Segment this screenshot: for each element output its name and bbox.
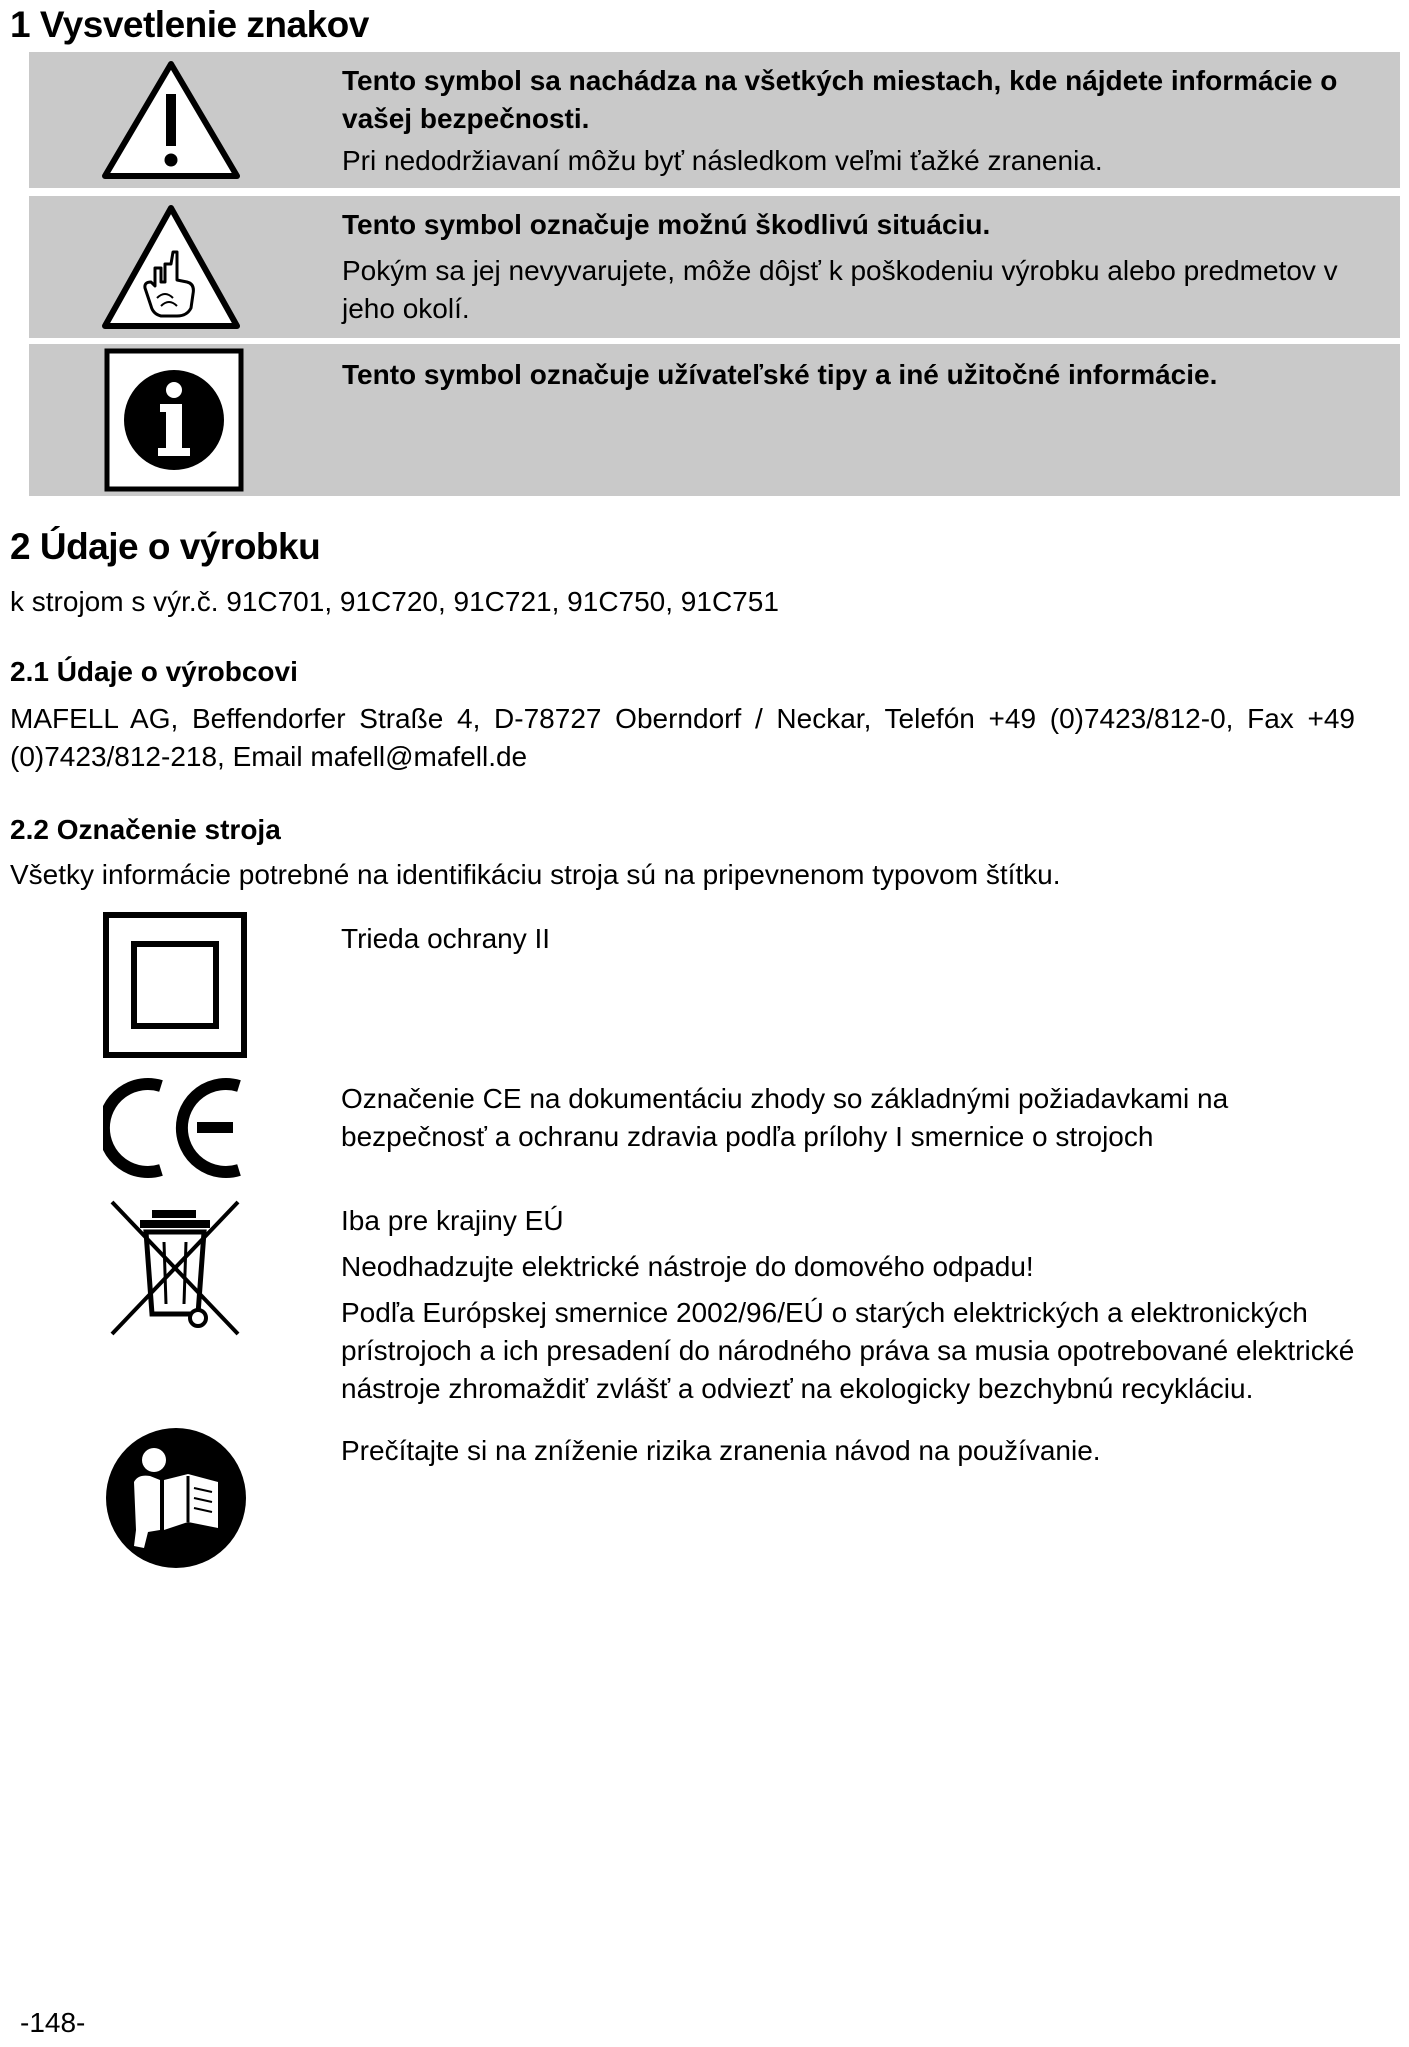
marking-text: Všetky informácie potrebné na identifikáciu stroja sú na pripevnenom typovom štítku. — [10, 859, 1061, 890]
warning-triangle-icon — [99, 58, 243, 184]
product-numbers: k strojom s výr.č. 91C701, 91C720, 91C721, 91C750, 91C751 — [10, 586, 779, 617]
section-1-heading: 1 Vysvetlenie znakov — [10, 4, 369, 45]
ce-mark-icon — [103, 1076, 247, 1180]
symbol-row-warning — [29, 52, 1400, 188]
page-number: -148- — [20, 2007, 86, 2038]
symbol-row-info — [29, 344, 1400, 496]
marking-heading: 2.2 Označenie stroja — [10, 814, 281, 845]
caution-normal-text: Pokým sa jej nevyvarujete, môže dôjsť k poškodeniu výrobku alebo predmetov v jeho okolí. — [342, 255, 1338, 324]
weee-directive-text: Podľa Európskej smernice 2002/96/EÚ o starých elektrických a elektronických prístrojoch a ich presadení do národného práva sa musia opotrebované elektrické nástroje zhromaždiť zvlášť a odviezť na ekologicky bezchybnú recykláciu. — [341, 1297, 1355, 1404]
ce-mark-text: Označenie CE na dokumentáciu zhody so základnými požiadavkami na bezpečnosť a ochranu zdravia podľa prílohy I smernice o strojoch — [341, 1083, 1229, 1152]
info-icon — [104, 348, 244, 492]
symbol-row-caution — [29, 196, 1400, 338]
manufacturer-heading: 2.1 Údaje o výrobcovi — [10, 656, 298, 687]
read-manual-text: Prečítajte si na zníženie rizika zranenia návod na používanie. — [341, 1435, 1101, 1466]
eu-only-text: Iba pre krajiny EÚ — [341, 1205, 564, 1236]
manufacturer-info: MAFELL AG, Beffendorfer Straße 4, D-78727 Oberndorf / Neckar, Telefón +49 (0)7423/812-0, Fax +49 (0)7423/812-218, Email mafell@mafell.de — [10, 703, 1355, 772]
caution-hand-triangle-icon — [99, 202, 243, 334]
no-household-disposal-text: Neodhadzujte elektrické nástroje do domového odpadu! — [341, 1251, 1034, 1282]
warning-bold-text: Tento symbol sa nachádza na všetkých miestach, kde nájdete informácie o vašej bezpečnosti. — [342, 65, 1338, 134]
read-manual-icon — [104, 1426, 248, 1570]
crossed-bin-icon — [106, 1196, 244, 1340]
protection-class-text: Trieda ochrany II — [341, 923, 551, 954]
warning-normal-text: Pri nedodržiavaní môžu byť následkom veľmi ťažké zranenia. — [342, 145, 1103, 176]
section-2-heading: 2 Údaje o výrobku — [10, 526, 321, 567]
info-bold-text: Tento symbol označuje užívateľské tipy a iné užitočné informácie. — [342, 359, 1218, 390]
protection-class-ii-icon — [103, 912, 247, 1058]
caution-bold-text: Tento symbol označuje možnú škodlivú situáciu. — [342, 209, 991, 240]
